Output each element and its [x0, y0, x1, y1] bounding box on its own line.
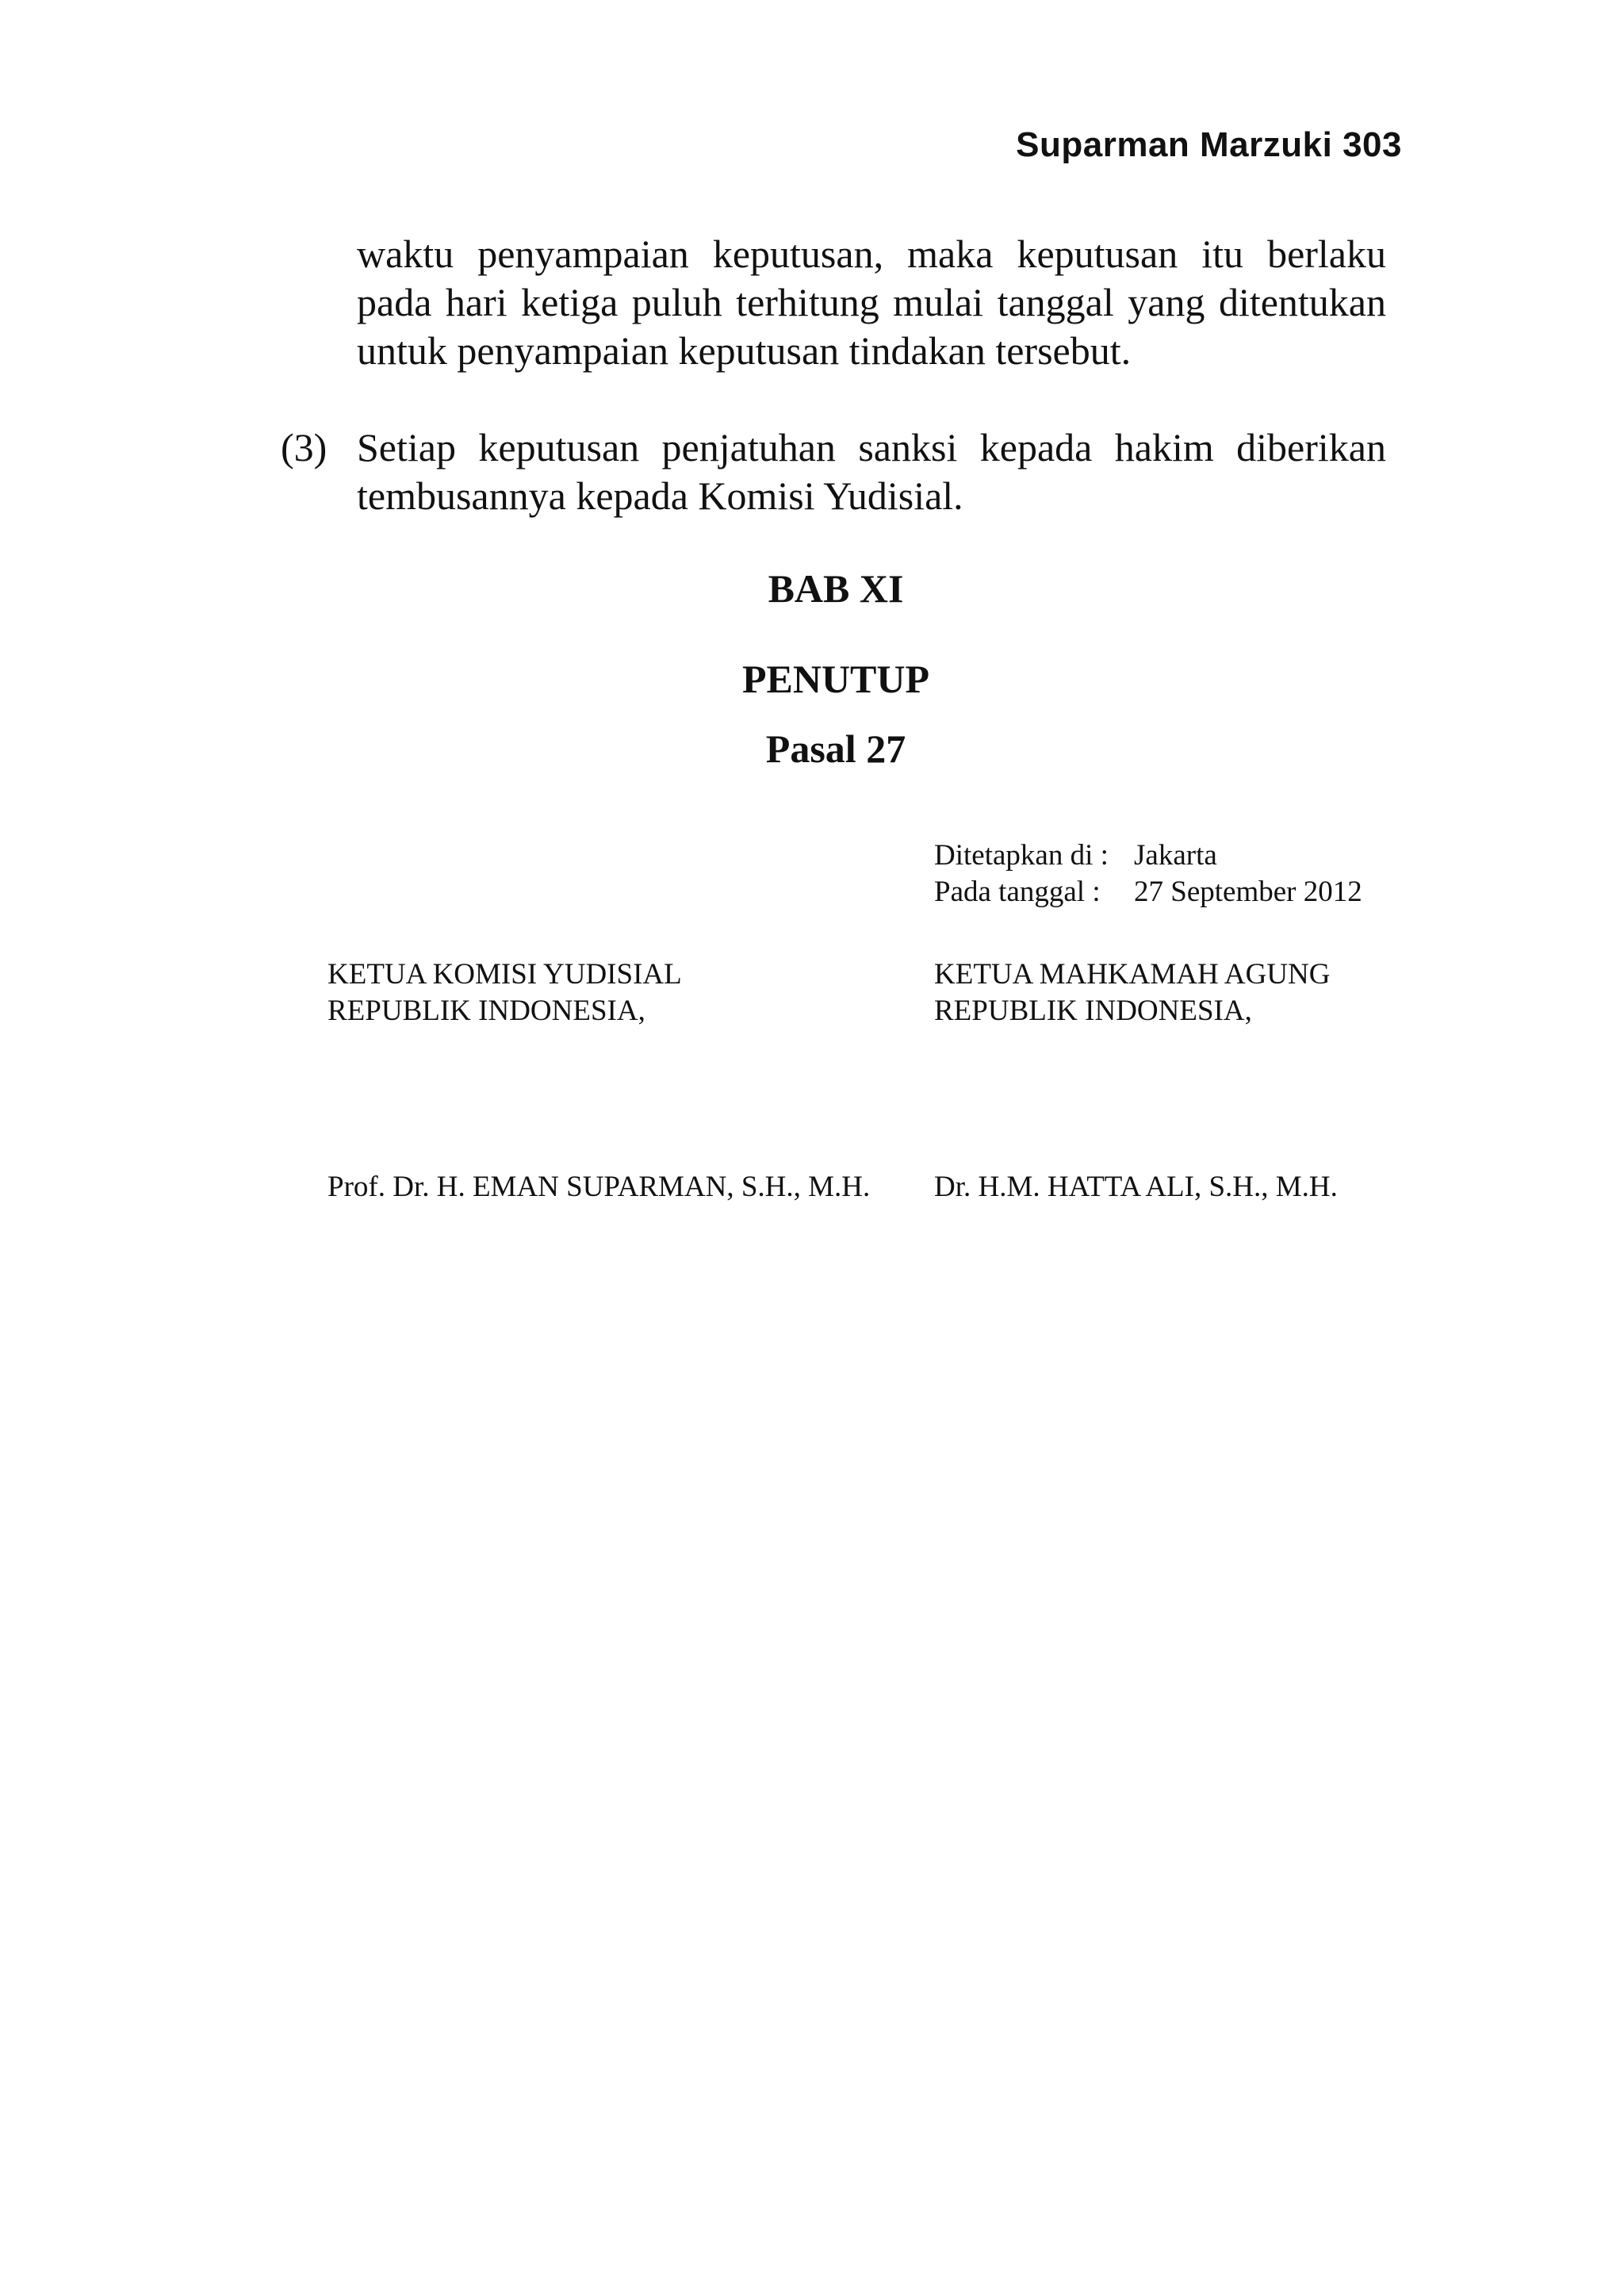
- chapter-title: PENUTUP: [741, 657, 930, 701]
- list-item-number: (3): [281, 425, 327, 470]
- running-header: Suparman Marzuki 303: [1016, 125, 1402, 164]
- signatory-right-title: [934, 956, 1331, 1029]
- enactment-place-value: Jakarta: [1134, 839, 1217, 872]
- signatory-left-title-line1: KETUA KOMISI YUDISIAL: [327, 958, 682, 991]
- chapter-heading: BAB XI: [768, 566, 904, 611]
- signatory-left-title: [327, 956, 682, 1029]
- signatory-right-title-line1: KETUA MAHKAMAH AGUNG: [934, 958, 1331, 991]
- continuation-paragraph: waktu penyampaian keputusan, maka keputusan itu berlaku pada hari ketiga puluh terhitung mulai tanggal yang ditentukan untuk penyampaian keputusan tindakan tersebut.: [357, 232, 1386, 373]
- signatory-left-title-line2: REPUBLIK INDONESIA,: [327, 995, 645, 1027]
- signatory-left-name: Prof. Dr. H. EMAN SUPARMAN, S.H., M.H.: [327, 1171, 871, 1203]
- signatory-right-title-line2: REPUBLIK INDONESIA,: [934, 995, 1252, 1027]
- signatory-right-name: Dr. H.M. HATTA ALI, S.H., M.H.: [934, 1171, 1338, 1203]
- enactment-date-value: 27 September 2012: [1134, 876, 1362, 908]
- list-item-text: Setiap keputusan penjatuhan sanksi kepada hakim diberikan tembusannya kepada Komisi Yudisial.: [357, 425, 1386, 518]
- article-heading: Pasal 27: [765, 726, 906, 771]
- enactment-date-label: Pada tanggal :: [934, 876, 1101, 908]
- enactment-place-label: Ditetapkan di :: [934, 839, 1109, 872]
